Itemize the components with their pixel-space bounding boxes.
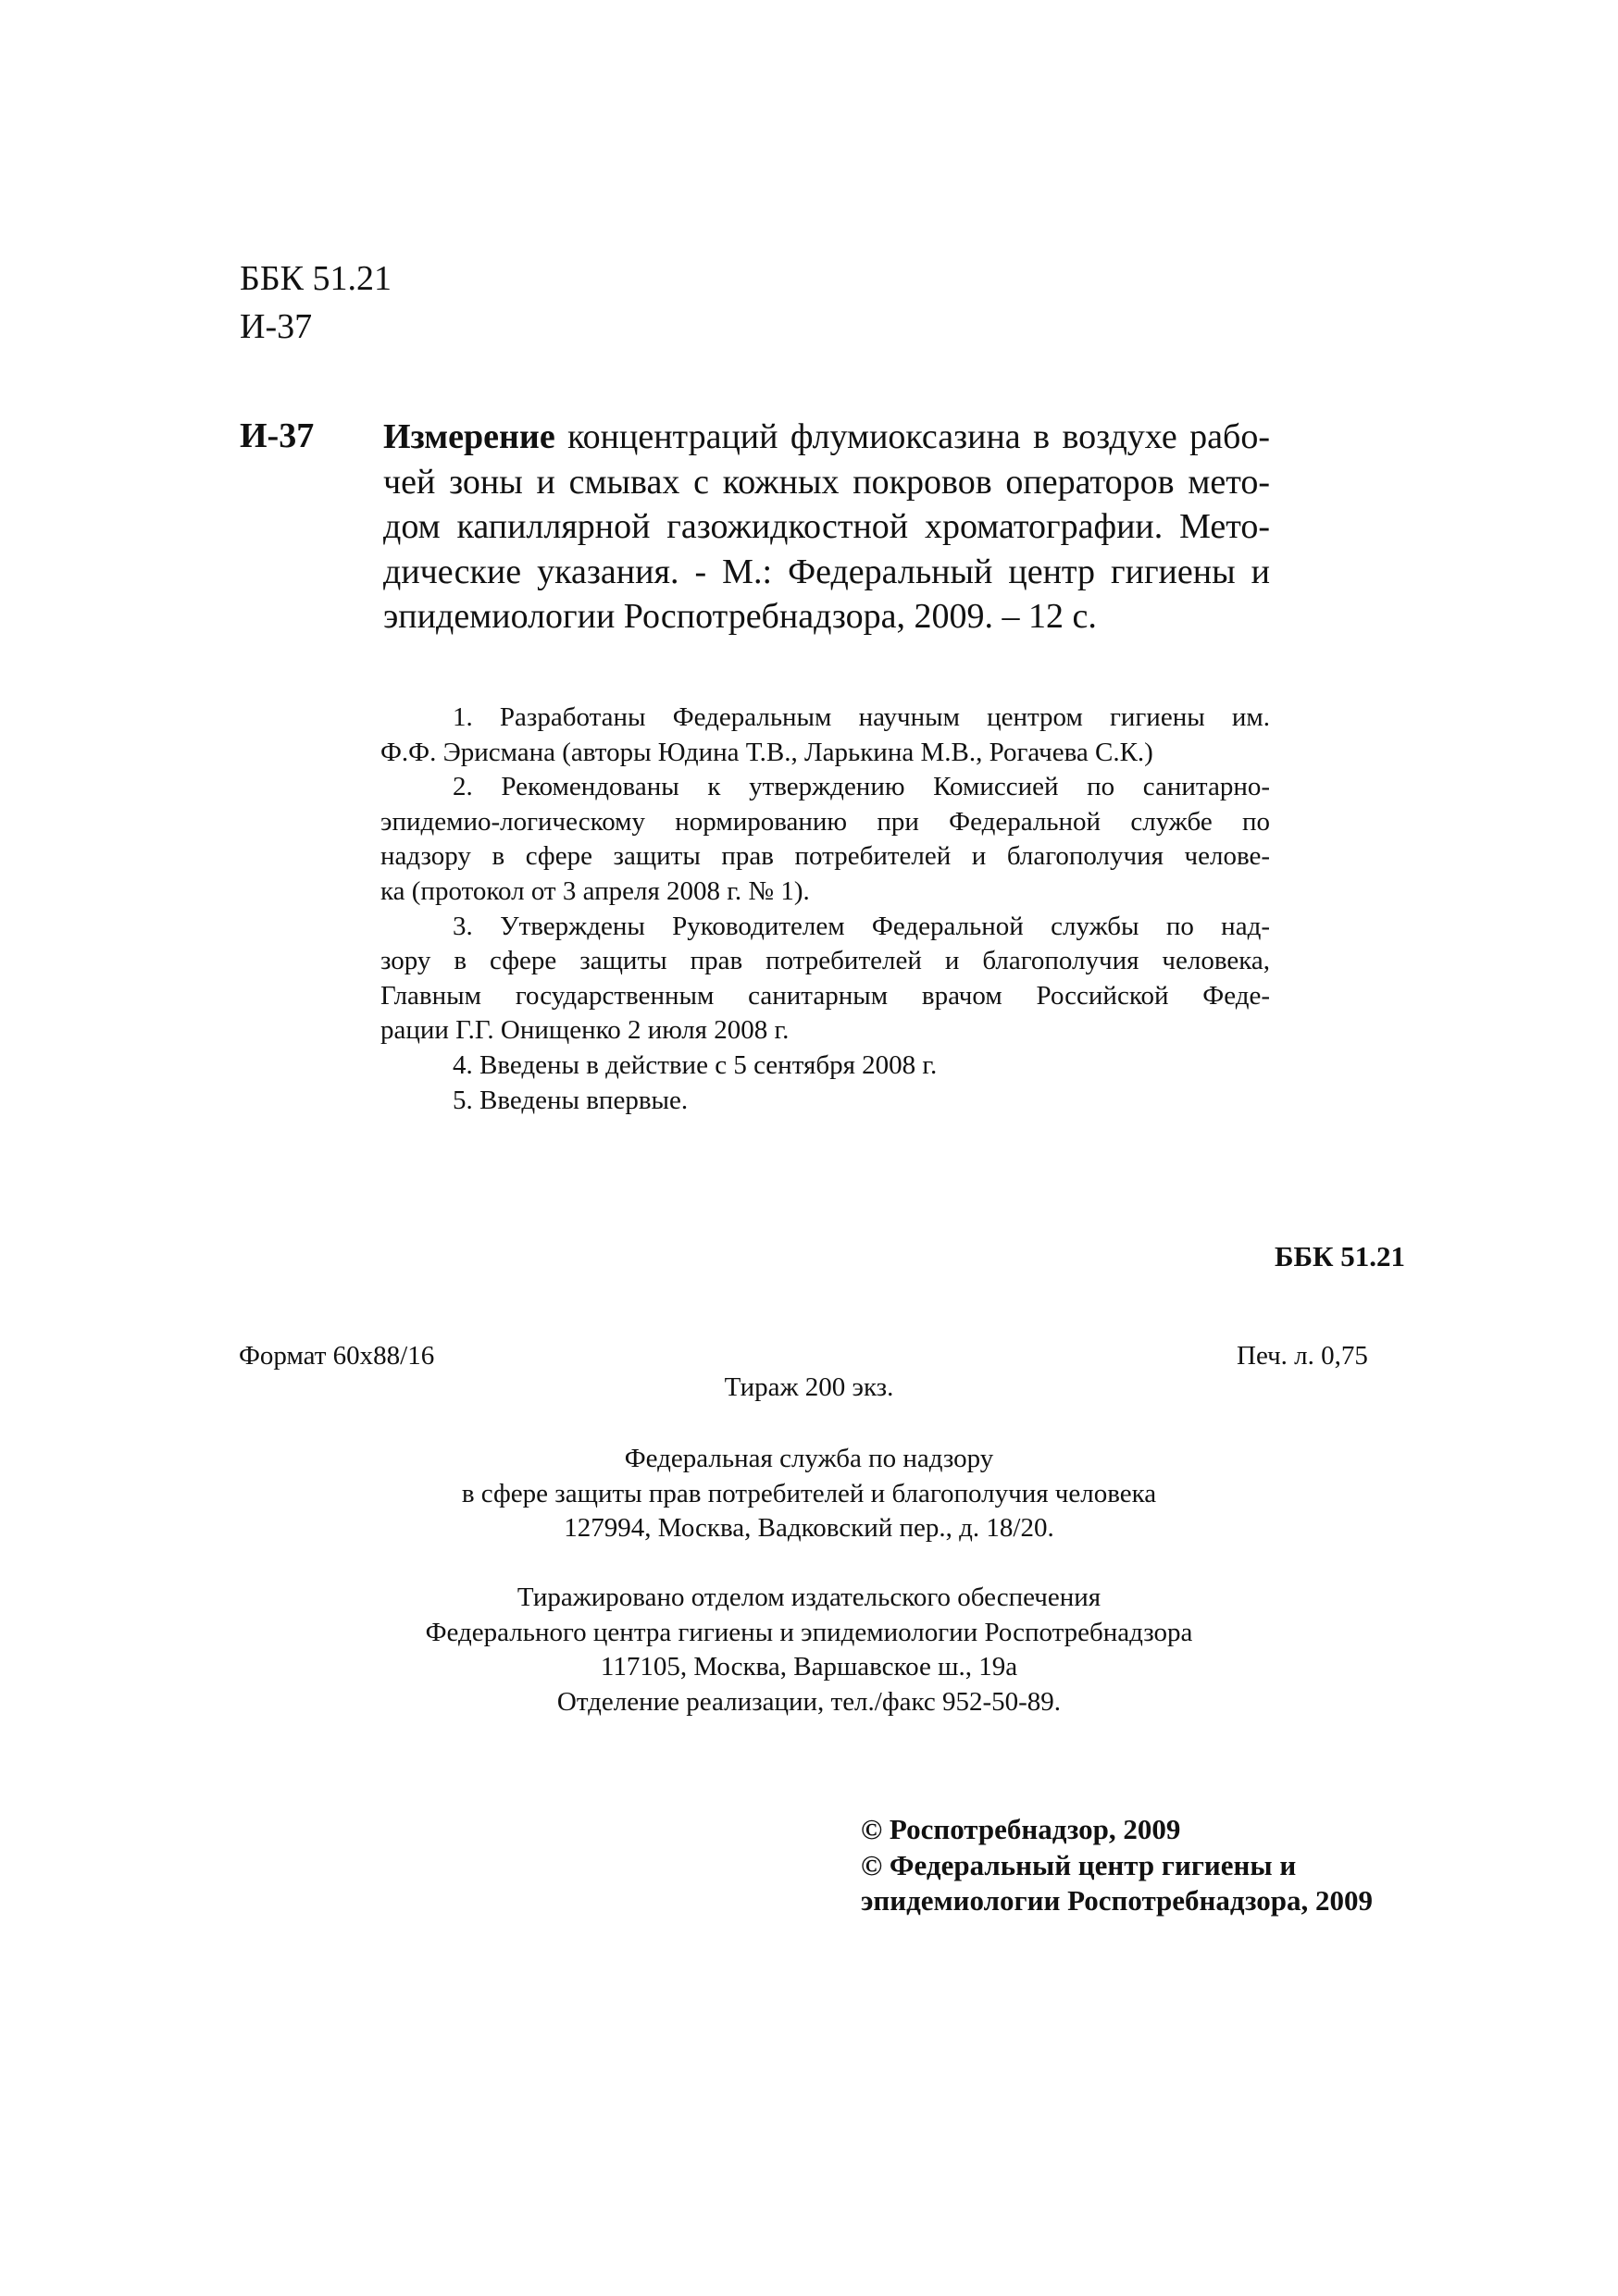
title-line-rest: концентраций флумиоксазина в воздухе рабо-	[554, 417, 1270, 456]
format-info: Формат 60x88/16	[239, 1341, 435, 1371]
bbk-code: ББК 51.21	[240, 259, 392, 298]
author-mark: И-37	[240, 307, 313, 346]
copyright-block	[861, 1812, 1373, 1919]
credits-line: рации Г.Г. Онищенко 2 июля 2008 г.	[380, 1015, 790, 1046]
printer-line: 117105, Москва, Варшавское ш., 19а	[600, 1652, 1018, 1682]
credits-line: Ф.Ф. Эрисмана (авторы Юдина Т.В., Ларькина М.В., Рогачева С.К.)	[380, 737, 1153, 767]
credits-line: надзору в сфере защиты прав потребителей и благополучия челове-	[380, 841, 1270, 872]
credits-line: 2. Рекомендованы к утверждению Комиссией по санитарно-	[453, 772, 1270, 802]
title-line	[383, 415, 1270, 460]
publisher-line: в сфере защиты прав потребителей и благополучия человека	[461, 1478, 1157, 1508]
credits-line: 5. Введены впервые.	[453, 1085, 689, 1115]
printer-block	[0, 1581, 1618, 1719]
title-line: эпидемиологии Роспотребнадзора, 2009. – 12 с.	[383, 597, 1097, 636]
print-run-info: Тираж 200 экз.	[724, 1372, 894, 1402]
bibliographic-description	[383, 415, 1270, 639]
entry-author-mark: И-37	[240, 416, 315, 455]
credits-line: Главным государственным санитарным врачом Российской Феде-	[380, 980, 1270, 1011]
printer-line: Отделение реализации, тел./факс 952-50-89.	[556, 1686, 1062, 1717]
publisher-block	[0, 1442, 1618, 1546]
printer-line: Федерального центра гигиены и эпидемиологии Роспотребнадзора	[425, 1617, 1193, 1647]
copyright-line: © Федеральный центр гигиены и	[861, 1848, 1297, 1881]
credits-line: ка (протокол от 3 апреля 2008 г. № 1).	[380, 875, 810, 906]
credits-line: зору в сфере защиты прав потребителей и благополучия человека,	[380, 946, 1270, 976]
credits-line: 4. Введены в действие с 5 сентября 2008 г.	[453, 1049, 938, 1080]
copyright-line: © Роспотребнадзор, 2009	[861, 1813, 1181, 1845]
print-sheets-info: Печ. л. 0,75	[1237, 1341, 1368, 1371]
credits-line: эпидемио-логическому нормированию при Федеральной службе по	[380, 806, 1270, 837]
title-line: чей зоны и смывах с кожных покровов операторов мето-	[383, 462, 1270, 502]
credits-line: 1. Разработаны Федеральным научным центром гигиены им.	[453, 702, 1270, 732]
title-line: дом капиллярной газожидкостной хроматографии. Мето-	[383, 507, 1270, 546]
title-line: дические указания. - М.: Федеральный центр гигиены и	[383, 552, 1270, 591]
credits-line: 3. Утверждены Руководителем Федеральной службы по над-	[453, 911, 1270, 941]
bbk-code-bottom: ББК 51.21	[1275, 1240, 1405, 1272]
publisher-line: Федеральная служба по надзору	[624, 1444, 994, 1473]
copyright-line: эпидемиологии Роспотребнадзора, 2009	[861, 1884, 1373, 1917]
bbk-classification-block	[240, 254, 392, 351]
publisher-line: 127994, Москва, Вадковский пер., д. 18/20.	[564, 1513, 1054, 1543]
credits-list	[380, 701, 1270, 1118]
printer-line: Тиражировано отделом издательского обеспечения	[517, 1582, 1101, 1612]
title-lead-word: Измерение	[383, 417, 555, 456]
